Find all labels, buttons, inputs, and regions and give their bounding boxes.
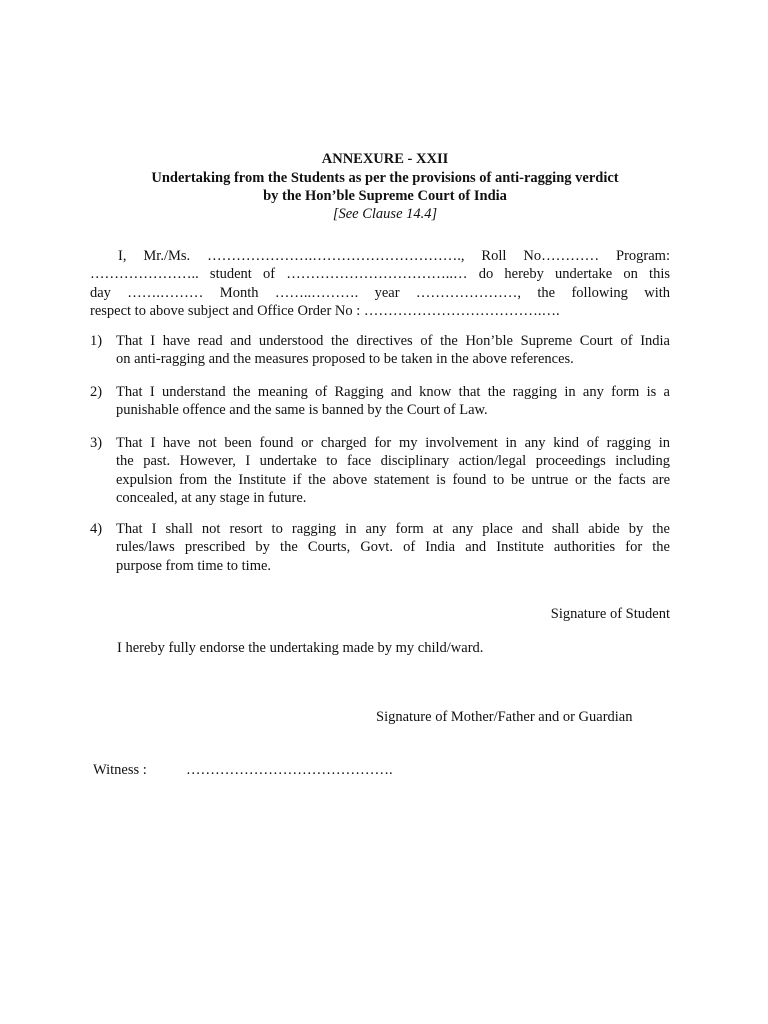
annexure-title [80, 150, 690, 169]
undertaking-item-1 [90, 332, 670, 369]
item-line: the past. However, I undertake to face disciplinary action/legal proceedings including [116, 453, 670, 470]
undertaking-title-line-1 [80, 169, 690, 188]
item-line: That I have read and understood the directives of the Hon’ble Supreme Court of India [116, 333, 670, 349]
intro-line: respect to above subject and Office Order No : ……………………………….…. [90, 302, 560, 319]
undertaking-title-line-1-text: Undertaking from the Students as per the provisions of anti-ragging verdict [151, 170, 619, 186]
item-line: rules/laws prescribed by the Courts, Govt. of India and Institute authorities for the [116, 539, 670, 556]
item-body [116, 332, 670, 369]
intro-line: day …….……… Month ……..………. year …………………, the following with [90, 284, 670, 301]
item-line: punishable offence and the same is banned by the Court of Law. [116, 402, 488, 419]
clause-reference [80, 205, 690, 224]
undertaking-title-line-2 [80, 187, 690, 206]
item-body [116, 383, 670, 420]
item-number: 2) [90, 384, 103, 400]
undertaking-item-3 [90, 434, 670, 507]
undertaking-item-2 [90, 383, 670, 420]
item-body [116, 434, 670, 507]
item-body [116, 520, 670, 575]
annexure-title-text: ANNEXURE - XXII [321, 151, 449, 167]
item-line: on anti-ragging and the measures proposed to be taken in the above references. [116, 351, 574, 368]
item-line: That I understand the meaning of Ragging and know that the ragging in any form is a [116, 384, 670, 400]
item-line: expulsion from the Institute if the above statement is found to be untrue or the facts are [116, 471, 670, 488]
intro-line: I, Mr./Ms. ………………….…………………………., Roll No………… Program: [118, 248, 670, 264]
clause-reference-text: [See Clause 14.4] [332, 206, 438, 222]
item-number: 1) [90, 333, 103, 349]
item-line: That I have not been found or charged for my involvement in any kind of ragging in [116, 435, 670, 451]
item-number: 4) [90, 521, 103, 537]
undertaking-title-line-2-text: by the Hon’ble Supreme Court of India [263, 188, 507, 204]
item-line: purpose from time to time. [116, 557, 272, 574]
intro-paragraph [90, 247, 670, 320]
item-line: That I shall not resort to ragging in any form at any place and shall abide by the [116, 521, 670, 537]
intro-line: ………………….. student of ……………………………..… do hereby undertake on this [90, 266, 670, 283]
witness-blank-field: ……………………………………. [186, 762, 393, 778]
undertaking-item-4 [90, 520, 670, 575]
item-number: 3) [90, 435, 103, 451]
signature-of-guardian: Signature of Mother/Father and or Guardian [376, 709, 633, 725]
signature-of-student: Signature of Student [550, 606, 670, 622]
guardian-endorsement: I hereby fully endorse the undertaking made by my child/ward. [117, 640, 484, 656]
item-line: concealed, at any stage in future. [116, 489, 307, 506]
witness-label: Witness : [93, 762, 147, 778]
